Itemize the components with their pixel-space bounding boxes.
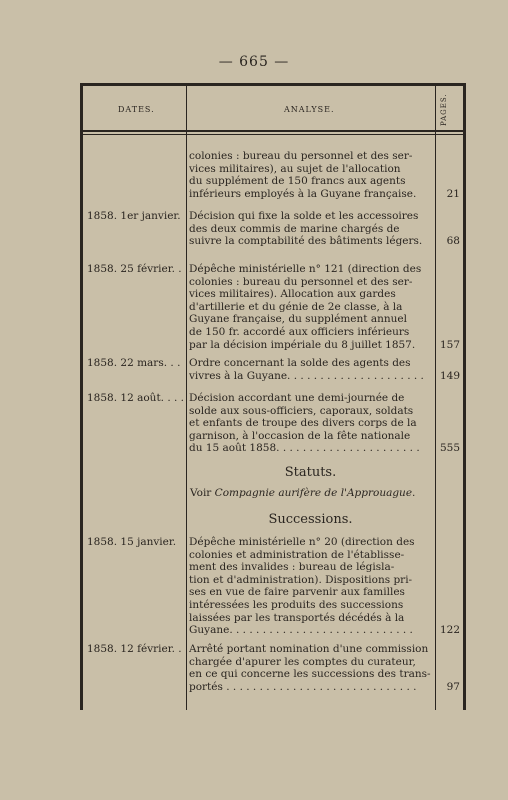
entry-line: et enfants de troupe des divers corps de la [189, 417, 417, 430]
entry-date: 1858. 22 mars. . . [87, 357, 181, 369]
entry-date: 1858. 25 février. . [87, 263, 182, 275]
header-dates: DATES. [118, 105, 155, 114]
entry-text [189, 210, 434, 248]
column-divider-pages [435, 86, 436, 710]
entry-line: Guyane française, du supplément annuel [189, 313, 407, 326]
voir-label: Voir [190, 487, 212, 499]
header-rule-thin [80, 134, 466, 135]
entry-line: portés . . . . . . . . . . . . . . . . . . . . . . . . . . . . . [189, 680, 417, 693]
entry-line: colonies et administration de l'établisse- [189, 548, 405, 561]
entry-line: Décision accordant une demi-journée de [189, 392, 405, 404]
entry-line: Décision qui fixe la solde et les accessoires [189, 210, 419, 222]
entry-line: vices militaires). Allocation aux gardes [189, 288, 396, 301]
entry-date: 1858. 12 août. . . . [87, 392, 185, 404]
entry-line: Guyane. . . . . . . . . . . . . . . . . . . . . . . . . . . . [189, 624, 413, 637]
entry-line: suivre la comptabilité des bâtiments légers. [189, 235, 423, 248]
entry-line: en ce qui concerne les successions des trans- [189, 668, 431, 681]
header-rule [80, 130, 466, 132]
section-title-statuts: Statuts. [284, 465, 337, 480]
header-pages: PAGES. [440, 93, 448, 127]
entry-date: 1858. 1er janvier. [87, 210, 181, 222]
entry-page: 21 [446, 187, 460, 200]
voir-reference [190, 487, 415, 499]
page-number: — 665 — [218, 54, 290, 70]
entry-line: Arrêté portant nomination d'une commission [189, 643, 429, 655]
entry-line: d'artillerie et du génie de 2e classe, à la [189, 300, 403, 313]
entry-line: vivres à la Guyane. . . . . . . . . . . . . . . . . . . . . [189, 369, 424, 382]
entry-line: ses en vue de faire parvenir aux familles [189, 586, 405, 599]
entry-line: des deux commis de marine chargés de [189, 222, 400, 235]
entry-line: Dépêche ministérielle n° 121 (direction des [189, 263, 422, 275]
entry-line: du supplément de 150 francs aux agents [189, 175, 406, 188]
entry-line: de 150 fr. accordé aux officiers inférieurs [189, 325, 410, 338]
entry-page: 122 [439, 624, 460, 637]
entry-text [189, 150, 434, 200]
entry-page: 555 [439, 442, 460, 455]
entry-line: ment des invalides : bureau de législa- [189, 561, 395, 574]
entry-line: colonies : bureau du personnel et des ser- [189, 275, 413, 288]
entry-page: 68 [446, 235, 460, 248]
entry-line: tion et d'administration). Dispositions pri- [189, 573, 413, 586]
entry-line: laissées par les transportés décédés à la [189, 611, 405, 624]
entry-line: par la décision impériale du 8 juillet 1857. [189, 338, 416, 351]
entry-line: du 15 août 1858. . . . . . . . . . . . . . . . . . . . . . [189, 442, 420, 455]
entry-page: 97 [446, 680, 460, 693]
entry-line: chargée d'apurer les comptes du curateur, [189, 655, 416, 668]
entry-line: inférieurs employés à la Guyane française. [189, 187, 417, 200]
entry-line: Dépêche ministérielle n° 20 (direction des [189, 536, 415, 548]
entry-line: intéressées les produits des successions [189, 598, 404, 611]
entry-page: 157 [439, 338, 460, 351]
entry-text [189, 392, 434, 455]
entry-line: vices militaires), au sujet de l'allocation [189, 162, 401, 175]
header-analyse: ANALYSE. [284, 105, 335, 114]
entry-text [189, 357, 434, 382]
entry-page: 149 [439, 369, 460, 382]
entry-text [189, 643, 434, 693]
entry-text [189, 536, 434, 637]
voir-ref: Compagnie aurifère de l'Approuague. [214, 487, 416, 499]
entry-line: garnison, à l'occasion de la fête nationale [189, 429, 411, 442]
section-title-successions: Successions. [268, 512, 353, 527]
entry-line: colonies : bureau du personnel et des ser- [189, 150, 413, 162]
entry-text [189, 263, 434, 351]
entry-date: 1858. 15 janvier. [87, 536, 177, 548]
entry-date: 1858. 12 février. . [87, 643, 182, 655]
entry-line: solde aux sous-officiers, caporaux, soldats [189, 404, 414, 417]
entry-line: Ordre concernant la solde des agents des [189, 357, 411, 369]
